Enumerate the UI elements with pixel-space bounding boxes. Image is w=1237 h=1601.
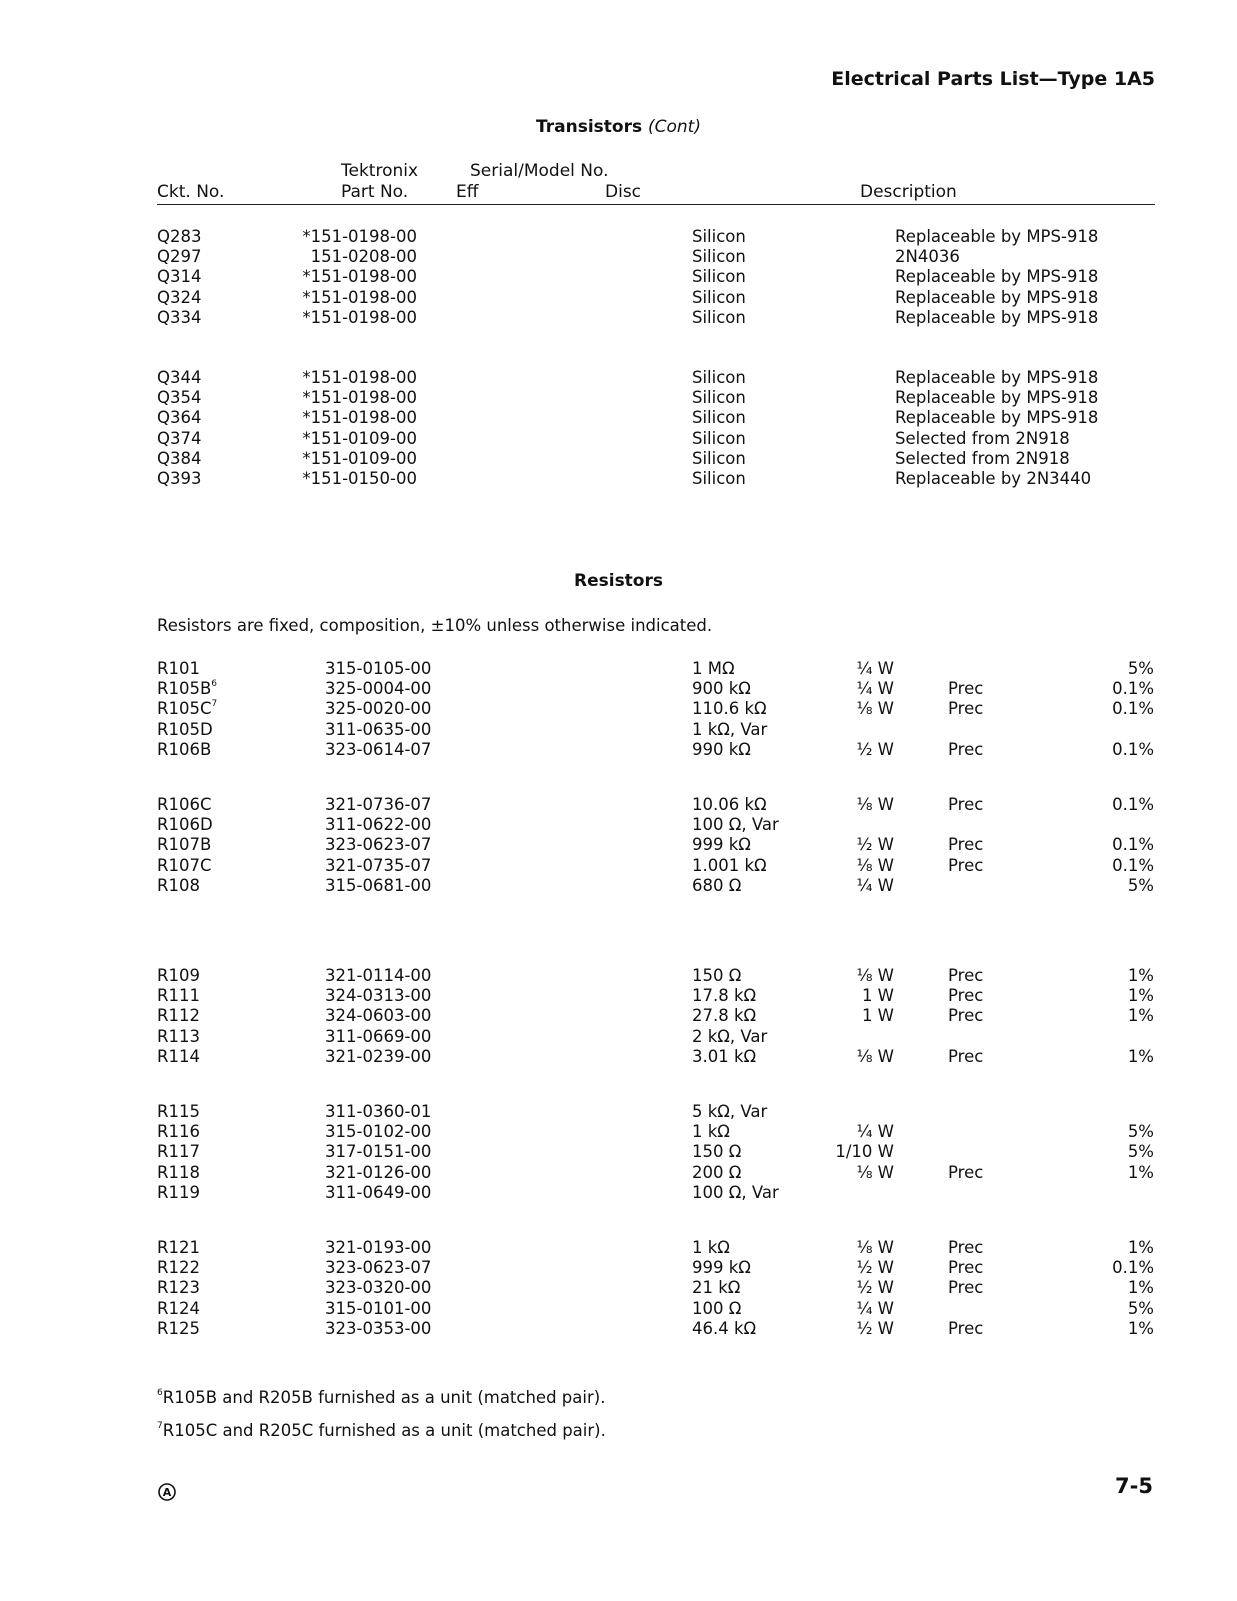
ckt-no [157, 1278, 200, 1298]
header-ckt-no: Ckt. No. [157, 182, 225, 202]
ckt-no: Q364 [157, 408, 202, 428]
logo-letter: A [162, 1486, 172, 1499]
publisher-logo-icon [157, 1482, 177, 1502]
ckt-no [157, 1102, 200, 1122]
description: Selected from 2N918 [895, 428, 1070, 448]
resistance-value: 10.06 kΩ [692, 795, 767, 814]
ckt-no [157, 1122, 200, 1142]
ckt-no-text: R107B [157, 835, 212, 855]
ckt-no: Q283 [157, 227, 202, 246]
part-no: 311-0635-00 [325, 719, 432, 739]
ckt-no [157, 1142, 200, 1162]
wattage: ⅛ W [856, 1046, 894, 1066]
ckt-no [157, 986, 200, 1006]
tolerance: 1% [1127, 1238, 1154, 1257]
transistors-title [0, 117, 1237, 137]
resistor-row [0, 1238, 1237, 1258]
transistor-row [0, 388, 1237, 408]
part-no: *151-0109-00 [302, 428, 417, 448]
resistor-row [0, 835, 1237, 855]
transistor-type: Silicon [692, 307, 746, 327]
precision: Prec [948, 1162, 984, 1182]
ckt-no-text: R105C [157, 699, 212, 719]
transistors-title-text: Transistors [536, 117, 643, 137]
ckt-no [157, 1299, 200, 1319]
ckt-no [157, 699, 217, 719]
transistor-type: Silicon [692, 267, 746, 287]
ckt-no-text: R109 [157, 966, 200, 985]
wattage: ½ W [856, 1258, 894, 1278]
page-number: 7-5 [1115, 1474, 1153, 1498]
wattage: 1/10 W [835, 1142, 894, 1162]
header-serial-model: Serial/Model No. [470, 161, 609, 181]
tolerance: 0.1% [1112, 795, 1154, 814]
resistance-value: 100 Ω [692, 1298, 742, 1318]
ckt-no-text: R105B [157, 679, 212, 699]
part-no: *151-0198-00 [302, 368, 417, 387]
part-no: 315-0105-00 [325, 659, 432, 678]
part-no: *151-0198-00 [302, 307, 417, 327]
resistance-value: 46.4 kΩ [692, 1318, 757, 1338]
part-no: 317-0151-00 [325, 1142, 432, 1162]
ckt-no [157, 1027, 200, 1047]
wattage: 1 W [861, 986, 894, 1006]
precision: Prec [948, 966, 984, 985]
part-no: 325-0004-00 [325, 679, 432, 699]
part-no: 323-0353-00 [325, 1318, 432, 1338]
resistance-value: 110.6 kΩ [692, 699, 767, 719]
transistor-row [0, 449, 1237, 469]
precision: Prec [948, 1318, 984, 1338]
resistor-row [0, 1183, 1237, 1203]
part-no: 321-0736-07 [325, 795, 432, 814]
resistor-row [0, 1102, 1237, 1122]
ckt-no-text: R112 [157, 1006, 200, 1026]
tolerance: 1% [1127, 966, 1154, 985]
resistance-value: 200 Ω [692, 1162, 742, 1182]
transistor-type: Silicon [692, 428, 746, 448]
ckt-no: Q297 [157, 247, 202, 267]
part-no: 321-0239-00 [325, 1046, 432, 1066]
resistor-row [0, 795, 1237, 815]
resistance-value: 999 kΩ [692, 835, 751, 855]
resistance-value: 17.8 kΩ [692, 986, 757, 1006]
tolerance: 0.1% [1112, 835, 1154, 855]
header-disc: Disc [605, 182, 642, 202]
tolerance: 0.1% [1112, 679, 1154, 699]
part-no: *151-0109-00 [302, 448, 417, 468]
part-no: *151-0198-00 [302, 287, 417, 307]
part-no: 323-0623-07 [325, 1258, 432, 1278]
resistor-row [0, 1006, 1237, 1026]
ckt-no [157, 659, 200, 679]
ckt-no-text: R116 [157, 1122, 200, 1142]
part-no: 311-0622-00 [325, 815, 432, 835]
tolerance: 1% [1127, 1318, 1154, 1338]
resistor-row [0, 1163, 1237, 1183]
transistor-row [0, 308, 1237, 328]
tolerance: 1% [1127, 1046, 1154, 1066]
resistance-value: 1 kΩ, Var [692, 719, 768, 739]
part-no: 315-0101-00 [325, 1298, 432, 1318]
wattage: ⅛ W [856, 1238, 894, 1257]
wattage: ½ W [856, 1278, 894, 1298]
ckt-no [157, 1258, 200, 1278]
ckt-no-text: R119 [157, 1182, 200, 1202]
resistor-row [0, 1047, 1237, 1067]
part-no: *151-0198-00 [302, 408, 417, 428]
precision: Prec [948, 795, 984, 814]
ckt-no-text: R125 [157, 1318, 200, 1338]
tolerance: 0.1% [1112, 855, 1154, 875]
tolerance: 1% [1127, 1162, 1154, 1182]
resistance-value: 999 kΩ [692, 1258, 751, 1278]
resistance-value: 150 Ω [692, 966, 742, 985]
footnote-text: R105C and R205C furnished as a unit (matched pair). [162, 1421, 606, 1440]
transistor-type: Silicon [692, 469, 746, 488]
part-no: 321-0193-00 [325, 1238, 432, 1257]
description: Replaceable by MPS-918 [895, 227, 1099, 246]
ckt-no [157, 966, 200, 986]
ckt-no [157, 1006, 200, 1026]
header-eff: Eff [456, 182, 479, 202]
part-no: *151-0198-00 [302, 267, 417, 287]
ckt-no-text: R101 [157, 659, 200, 678]
tolerance: 0.1% [1112, 699, 1154, 719]
precision: Prec [948, 739, 984, 759]
part-no: 325-0020-00 [325, 699, 432, 719]
transistor-type: Silicon [692, 368, 746, 387]
transistors-title-cont: (Cont) [648, 117, 701, 137]
ckt-no-text: R107C [157, 855, 212, 875]
resistance-value: 2 kΩ, Var [692, 1026, 768, 1046]
resistor-row [0, 1142, 1237, 1162]
resistor-row [0, 1299, 1237, 1319]
transistor-row [0, 247, 1237, 267]
resistance-value: 1.001 kΩ [692, 855, 767, 875]
resistor-row [0, 966, 1237, 986]
resistor-row [0, 659, 1237, 679]
footnote-7 [157, 1421, 606, 1440]
ckt-no [157, 835, 211, 855]
transistor-type: Silicon [692, 448, 746, 468]
ckt-no [157, 1319, 200, 1339]
wattage: ⅛ W [856, 966, 894, 985]
resistor-row [0, 1278, 1237, 1298]
description: Replaceable by MPS-918 [895, 267, 1099, 287]
wattage: ½ W [856, 739, 894, 759]
transistor-row [0, 408, 1237, 428]
header-rule [157, 204, 1155, 205]
precision: Prec [948, 1278, 984, 1298]
wattage: ½ W [856, 835, 894, 855]
resistance-value: 3.01 kΩ [692, 1046, 757, 1066]
tolerance: 1% [1127, 1278, 1154, 1298]
transistor-row [0, 469, 1237, 489]
resistor-row [0, 1122, 1237, 1142]
wattage: ¼ W [856, 1122, 894, 1142]
ckt-no-text: R114 [157, 1046, 200, 1066]
wattage: ½ W [856, 1318, 894, 1338]
footnote-mark: 7 [157, 1421, 163, 1431]
part-no: 323-0614-07 [325, 739, 432, 759]
footnote-mark: 6 [157, 1388, 163, 1398]
ckt-no-text: R123 [157, 1278, 200, 1298]
ckt-no-text: R124 [157, 1298, 200, 1318]
ckt-no [157, 815, 213, 835]
resistor-row [0, 1258, 1237, 1278]
part-no: *151-0198-00 [302, 227, 417, 246]
resistor-row [0, 1027, 1237, 1047]
tolerance: 1% [1127, 1006, 1154, 1026]
transistor-type: Silicon [692, 247, 746, 267]
wattage: ¼ W [856, 875, 894, 895]
resistor-row [0, 720, 1237, 740]
resistance-value: 27.8 kΩ [692, 1006, 757, 1026]
transistor-row [0, 429, 1237, 449]
ckt-no [157, 1047, 200, 1067]
ckt-no: Q324 [157, 287, 202, 307]
wattage: ¼ W [856, 1298, 894, 1318]
wattage: ¼ W [856, 679, 894, 699]
running-head: Electrical Parts List—Type 1A5 [831, 68, 1155, 90]
resistance-value: 5 kΩ, Var [692, 1102, 768, 1121]
resistance-value: 1 MΩ [692, 659, 735, 678]
ckt-no-text: R106B [157, 739, 212, 759]
resistor-row [0, 986, 1237, 1006]
ckt-no-text: R111 [157, 986, 200, 1006]
ckt-no [157, 740, 211, 760]
description: 2N4036 [895, 247, 960, 267]
description: Replaceable by MPS-918 [895, 287, 1099, 307]
part-no: 315-0102-00 [325, 1122, 432, 1142]
wattage: ⅛ W [856, 795, 894, 814]
resistance-value: 990 kΩ [692, 739, 751, 759]
transistor-type: Silicon [692, 388, 746, 408]
footnote-ref: 7 [211, 699, 218, 710]
transistor-row [0, 267, 1237, 287]
resistance-value: 1 kΩ [692, 1238, 730, 1257]
ckt-no: Q384 [157, 448, 202, 468]
wattage: ⅛ W [856, 699, 894, 719]
resistance-value: 680 Ω [692, 875, 742, 895]
tolerance: 5% [1127, 659, 1154, 678]
part-no: 324-0313-00 [325, 986, 432, 1006]
part-no: 311-0360-01 [325, 1102, 432, 1121]
ckt-no: Q374 [157, 428, 202, 448]
resistor-row [0, 699, 1237, 719]
ckt-no-text: R105D [157, 719, 213, 739]
resistance-value: 900 kΩ [692, 679, 751, 699]
ckt-no [157, 795, 211, 815]
ckt-no-text: R122 [157, 1258, 200, 1278]
part-no: *151-0198-00 [302, 388, 417, 408]
transistor-type: Silicon [692, 408, 746, 428]
ckt-no: Q354 [157, 388, 202, 408]
tolerance: 0.1% [1112, 739, 1154, 759]
ckt-no-text: R117 [157, 1142, 200, 1162]
part-no: 151-0208-00 [310, 247, 417, 267]
resistance-value: 1 kΩ [692, 1122, 730, 1142]
part-no: 311-0649-00 [325, 1182, 432, 1202]
header-part-no: Part No. [341, 182, 409, 202]
tolerance: 5% [1127, 1298, 1154, 1318]
transistor-row [0, 288, 1237, 308]
resistors-title: Resistors [574, 571, 663, 591]
ckt-no [157, 1238, 200, 1258]
ckt-no: Q393 [157, 469, 202, 488]
tolerance: 5% [1127, 1122, 1154, 1142]
resistance-value: 150 Ω [692, 1142, 742, 1162]
ckt-no-text: R118 [157, 1162, 200, 1182]
resistor-row [0, 679, 1237, 699]
wattage: ¼ W [856, 659, 894, 678]
ckt-no-text: R115 [157, 1102, 200, 1121]
description: Selected from 2N918 [895, 448, 1070, 468]
description: Replaceable by MPS-918 [895, 368, 1099, 387]
description: Replaceable by MPS-918 [895, 307, 1099, 327]
ckt-no: Q314 [157, 267, 202, 287]
ckt-no [157, 856, 211, 876]
tolerance: 5% [1127, 875, 1154, 895]
part-no: 324-0603-00 [325, 1006, 432, 1026]
ckt-no [157, 679, 217, 699]
resistor-row [0, 1319, 1237, 1339]
ckt-no-text: R106C [157, 795, 212, 814]
resistors-note: Resistors are fixed, composition, ±10% unless otherwise indicated. [157, 616, 713, 635]
resistor-row [0, 876, 1237, 896]
precision: Prec [948, 986, 984, 1006]
transistor-row [0, 368, 1237, 388]
part-no: 315-0681-00 [325, 875, 432, 895]
resistance-value: 100 Ω, Var [692, 1182, 779, 1202]
tolerance: 5% [1127, 1142, 1154, 1162]
tolerance: 0.1% [1112, 1258, 1154, 1278]
description: Replaceable by 2N3440 [895, 469, 1092, 488]
resistance-value: 21 kΩ [692, 1278, 741, 1298]
precision: Prec [948, 699, 984, 719]
transistor-type: Silicon [692, 227, 746, 246]
footnote-text: R105B and R205B furnished as a unit (matched pair). [162, 1388, 606, 1407]
ckt-no-text: R113 [157, 1026, 200, 1046]
description: Replaceable by MPS-918 [895, 388, 1099, 408]
precision: Prec [948, 1238, 984, 1257]
wattage: ⅛ W [856, 1162, 894, 1182]
precision: Prec [948, 835, 984, 855]
part-no: 323-0320-00 [325, 1278, 432, 1298]
ckt-no-text: R108 [157, 875, 200, 895]
precision: Prec [948, 679, 984, 699]
part-no: 321-0114-00 [325, 966, 432, 985]
ckt-no [157, 876, 200, 896]
precision: Prec [948, 1046, 984, 1066]
tolerance: 1% [1127, 986, 1154, 1006]
precision: Prec [948, 1258, 984, 1278]
resistance-value: 100 Ω, Var [692, 815, 779, 835]
part-no: 323-0623-07 [325, 835, 432, 855]
ckt-no-text: R106D [157, 815, 213, 835]
ckt-no [157, 720, 213, 740]
part-no: 311-0669-00 [325, 1026, 432, 1046]
ckt-no: Q334 [157, 307, 202, 327]
precision: Prec [948, 855, 984, 875]
wattage: 1 W [861, 1006, 894, 1026]
part-no: 321-0735-07 [325, 855, 432, 875]
description: Replaceable by MPS-918 [895, 408, 1099, 428]
transistor-row [0, 227, 1237, 247]
part-no: 321-0126-00 [325, 1162, 432, 1182]
resistor-row [0, 815, 1237, 835]
transistor-type: Silicon [692, 287, 746, 307]
ckt-no-text: R121 [157, 1238, 200, 1257]
ckt-no [157, 1163, 200, 1183]
footnote-ref: 6 [211, 679, 218, 690]
resistor-row [0, 740, 1237, 760]
header-description: Description [860, 182, 957, 202]
resistor-row [0, 856, 1237, 876]
ckt-no: Q344 [157, 368, 202, 387]
precision: Prec [948, 1006, 984, 1026]
part-no: *151-0150-00 [302, 469, 417, 488]
wattage: ⅛ W [856, 855, 894, 875]
footnote-6 [157, 1388, 605, 1407]
header-tektronix: Tektronix [341, 161, 419, 181]
ckt-no [157, 1183, 200, 1203]
